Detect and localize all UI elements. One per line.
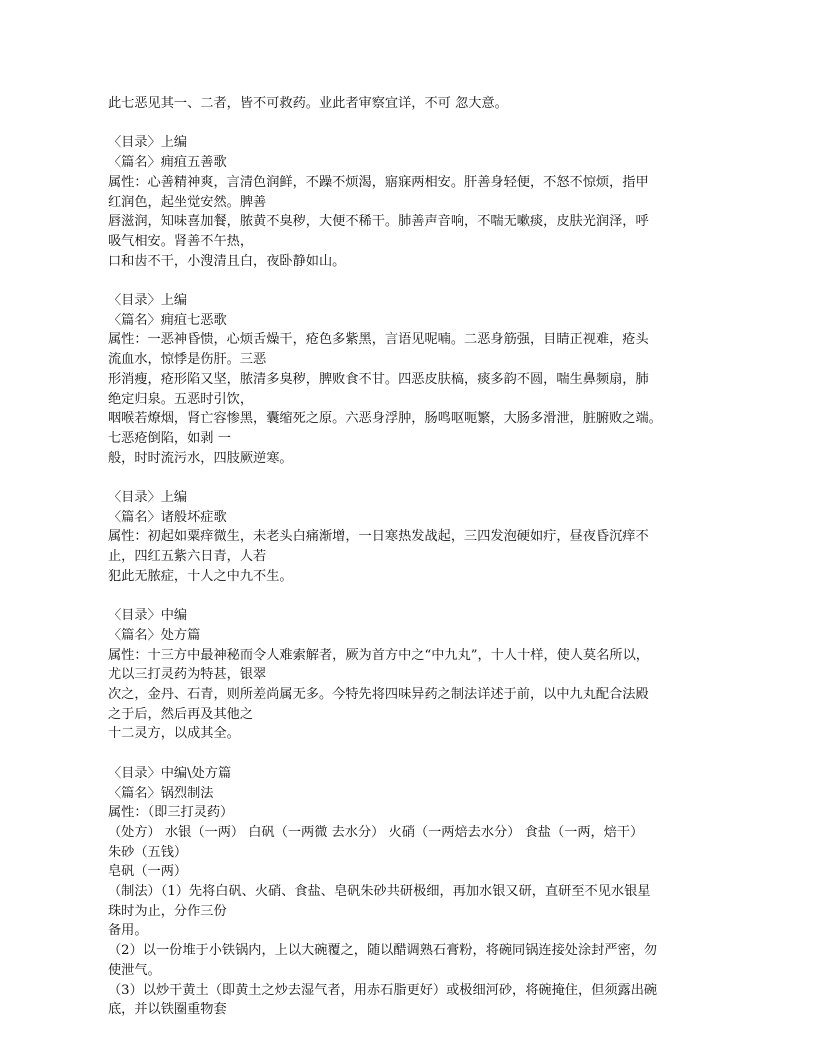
- text-line: 珠时为止，分作三份: [108, 903, 227, 919]
- chapter-heading: 〈篇名〉痈疽七恶歌: [108, 312, 227, 328]
- text-line: （制法）（1）先将白矾、火硝、食盐、皂矾朱砂共研极细，再加水银又研，直研至不见水银星: [108, 884, 651, 900]
- text-line: 绝定归泉。五恶时引饮，: [108, 391, 254, 407]
- text-line: 属性：心善精神爽，言清色润鲜，不躁不烦渴，寤寐两相安。肝善身轻便，不怒不惊烦，指甲: [108, 174, 649, 190]
- text-line: 尤以三打灵药为特甚，银翠: [108, 667, 267, 683]
- text-line: 此七恶见其一、二者，皆不可救药。业此者审察宜详，不可 忽大意。: [108, 96, 508, 111]
- chapter-heading: 〈篇名〉锅烈制法: [108, 785, 214, 801]
- text-line: 咽喉若燎烟，肾亡容惨黑，囊缩死之原。六恶身浮肿，肠鸣呕呃繁，大肠多滑泄，脏腑败之端。: [108, 411, 662, 427]
- chapter-heading: 〈篇名〉痈疽五善歌: [108, 155, 227, 171]
- blank-line: [108, 468, 704, 488]
- text-line: 般，时时流污水，四肢厥逆寒。: [108, 450, 293, 466]
- text-line: 七恶疮倒陷，如剥 一: [108, 430, 231, 446]
- catalog-heading: 〈目录〉中编: [108, 608, 188, 624]
- text-line: 口和齿不干，小溲清且白，夜卧静如山。: [108, 253, 346, 269]
- text-line: 属性：初起如粟痒微生，未老头白痛渐增，一日寒热发战起，三四发泡硬如疔，昼夜昏沉痒不: [108, 529, 649, 545]
- text-line: （处方） 水银（一两） 白矾（一两微 去水分） 火硝（一两焙去水分） 食盐（一两，焙干）: [108, 824, 644, 840]
- text-line: 属性：（即三打灵药）: [108, 805, 234, 821]
- text-line: 朱砂（五钱）: [108, 844, 188, 860]
- text-line: 皂矾（一两）: [108, 864, 188, 880]
- text-line: 止，四红五紫六日青，人若: [108, 549, 267, 565]
- catalog-heading: 〈目录〉上编: [108, 135, 188, 151]
- text-line: 红润色，起坐觉安然。脾善: [108, 194, 267, 210]
- text-line: 吸气相安。肾善不午热，: [108, 233, 254, 249]
- text-line: 属性：一恶神昏愦，心烦舌燥干，疮色多紫黑，言语见呢喃。二恶身筋强，目睛正视难，疮头: [108, 332, 649, 348]
- catalog-heading: 〈目录〉中编\处方篇: [108, 765, 232, 781]
- text-line: 属性：十三方中最神秘而令人难索解者，厥为首方中之“中九丸”，十人十样，使人莫名所以，: [108, 647, 649, 663]
- document-page: [108, 94, 704, 1020]
- blank-line: [108, 744, 704, 764]
- text-line: 底，并以铁圈重物套: [108, 1002, 227, 1018]
- text-line: 备用。: [108, 923, 148, 939]
- blank-line: [108, 587, 704, 607]
- text-line: 使泄气。: [108, 962, 161, 978]
- text-line: （3）以炒干黄土（即黄土之炒去湿气者，用赤石脂更好）或极细河砂，将碗掩住，但须露出碗: [108, 982, 658, 998]
- chapter-heading: 〈篇名〉处方篇: [108, 627, 201, 643]
- catalog-heading: 〈目录〉上编: [108, 490, 188, 506]
- text-line: 之于后，然后再及其他之: [108, 706, 254, 722]
- blank-line: [108, 271, 704, 291]
- catalog-heading: 〈目录〉上编: [108, 293, 188, 308]
- text-line: 流血水，惊悸是伤肝。三恶: [108, 352, 267, 368]
- text-line: 十二灵方，以成其全。: [108, 726, 240, 742]
- chapter-heading: 〈篇名〉诸般坏症歌: [108, 509, 227, 525]
- text-line: 次之，金丹、石青，则所差尚属无多。今特先将四味异药之制法详述于前，以中九丸配合法殿: [108, 687, 649, 703]
- text-line: 唇滋润，知味喜加餐，脓黄不臭秽，大便不稀干。肺善声音响，不喘无嗽痰，皮肤光润泽，呼: [108, 214, 649, 230]
- text-line: （2）以一份堆于小铁锅内，上以大碗覆之，随以醋调熟石膏粉，将碗同锅连接处涂封严密，勿: [108, 943, 658, 959]
- blank-line: [108, 114, 704, 134]
- text-line: 形消瘦，疮形陷又坚，脓清多臭秽，脾败食不甘。四恶皮肤槁，痰多韵不圆，喘生鼻频扇，肺: [108, 371, 649, 387]
- text-line: 犯此无脓症，十人之中九不生。: [108, 568, 293, 584]
